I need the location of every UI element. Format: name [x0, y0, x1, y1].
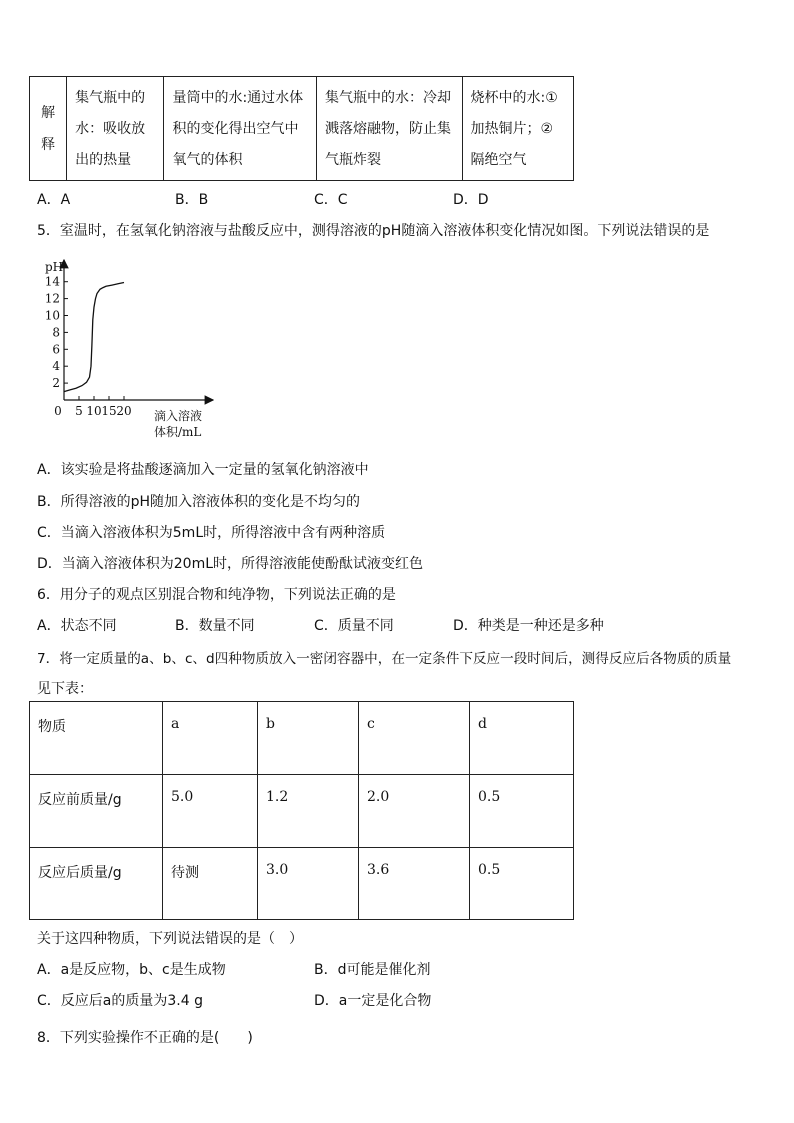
- explanation-cell-1: [67, 77, 164, 181]
- explanation-header-line1: 解: [41, 105, 56, 121]
- q7-option-d: D．a一定是化合物: [314, 993, 432, 1009]
- explanation-cell-3: [317, 77, 463, 181]
- chart-y-tick-label: 2: [52, 376, 60, 391]
- chart-y-tick-label: 8: [52, 325, 60, 340]
- chart-y-tick-label: 12: [44, 291, 60, 306]
- mass-cell: 2.0: [359, 775, 470, 848]
- mass-cell: 0.5: [470, 848, 574, 920]
- q7-option-b: B．d可能是催化剂: [314, 962, 431, 978]
- mass-cell: 0.5: [470, 775, 574, 848]
- ph-curve: [64, 283, 124, 392]
- mass-table: [29, 701, 574, 920]
- q6-option-a: A．状态不同: [37, 618, 117, 634]
- chart-x-tick-label: 0: [54, 404, 62, 418]
- q6-option-b: B．数量不同: [175, 618, 255, 634]
- mass-cell: 5.0: [163, 775, 258, 848]
- explanation-text-2: 量筒中的水:通过水体积的变化得出空气中氧气的体积: [172, 90, 304, 168]
- mass-cell: 3.0: [258, 848, 359, 920]
- q4-option-a: A．A: [37, 192, 71, 208]
- chart-x-tick-label: 20: [116, 404, 132, 418]
- mass-table-row: [30, 775, 574, 848]
- explanation-text-4: 烧杯中的水:①加热铜片；②隔绝空气: [470, 90, 558, 168]
- q7-question: 关于这四种物质，下列说法错误的是（ ）: [37, 931, 303, 947]
- explanation-cell-2: [164, 77, 317, 181]
- q7-option-a: A．a是反应物，b、c是生成物: [37, 962, 226, 978]
- explanation-header-line2: 释: [41, 137, 56, 153]
- chart-y-tick-label: 14: [44, 274, 60, 289]
- mass-header-cell: b: [258, 702, 359, 775]
- q5-option-a: A．该实验是将盐酸逐滴加入一定量的氢氧化钠溶液中: [37, 462, 369, 478]
- mass-table-row: [30, 848, 574, 920]
- explanation-cell-4: [462, 77, 573, 181]
- explanation-text-3: 集气瓶中的水：冷却溅落熔融物，防止集气瓶炸裂: [325, 90, 452, 168]
- chart-xlabel-line1: 滴入溶液: [154, 409, 203, 423]
- mass-cell: 1.2: [258, 775, 359, 848]
- chart-xlabel-line2: 体积/mL: [154, 425, 202, 439]
- chart-y-tick-label: 6: [52, 342, 60, 357]
- ph-chart: [40, 255, 220, 445]
- q7-stem-line2: 见下表：: [37, 681, 93, 697]
- mass-header-cell: c: [359, 702, 470, 775]
- explanation-header-cell: [30, 77, 67, 181]
- q4-option-d: D．D: [453, 192, 489, 208]
- q5-option-b: B．所得溶液的pH随加入溶液体积的变化是不均匀的: [37, 494, 361, 510]
- chart-x-tick-label: 10: [86, 404, 102, 418]
- q5-stem: 5．室温时，在氢氧化钠溶液与盐酸反应中，测得溶液的pH随滴入溶液体积变化情况如图。下列说法错误的是: [37, 223, 710, 239]
- mass-cell: 反应前质量/g: [30, 775, 163, 848]
- mass-header-cell: d: [470, 702, 574, 775]
- q4-option-c: C．C: [314, 192, 348, 208]
- q6-option-d: D．种类是一种还是多种: [453, 618, 604, 634]
- chart-y-tick-label: 4: [52, 359, 60, 374]
- mass-cell: 反应后质量/g: [30, 848, 163, 920]
- q8-stem: 8．下列实验操作不正确的是( ): [37, 1030, 253, 1046]
- mass-table-header-row: [30, 702, 574, 775]
- q6-option-c: C．质量不同: [314, 618, 394, 634]
- mass-cell: 3.6: [359, 848, 470, 920]
- chart-x-tick-label: 5: [75, 404, 83, 418]
- q7-option-c: C．反应后a的质量为3.4 g: [37, 993, 203, 1009]
- explanation-table: [29, 76, 574, 181]
- explanation-text-1: 集气瓶中的水：吸收放出的热量: [75, 90, 146, 168]
- chart-ylabel: pH: [45, 260, 64, 274]
- mass-cell: 待测: [163, 848, 258, 920]
- mass-header-cell: a: [163, 702, 258, 775]
- q6-stem: 6．用分子的观点区别混合物和纯净物，下列说法正确的是: [37, 587, 396, 603]
- q5-option-d: D．当滴入溶液体积为20mL时，所得溶液能使酚酞试液变红色: [37, 556, 424, 572]
- chart-y-tick-label: 10: [44, 308, 60, 323]
- q4-option-b: B．B: [175, 192, 209, 208]
- q7-stem-line1: 7．将一定质量的a、b、c、d四种物质放入一密闭容器中，在一定条件下反应一段时间后，测得反应后各物质的质量: [37, 651, 732, 667]
- chart-x-tick-label: 15: [101, 404, 117, 418]
- mass-header-cell: 物质: [30, 702, 163, 775]
- q5-option-c: C．当滴入溶液体积为5mL时，所得溶液中含有两种溶质: [37, 525, 386, 541]
